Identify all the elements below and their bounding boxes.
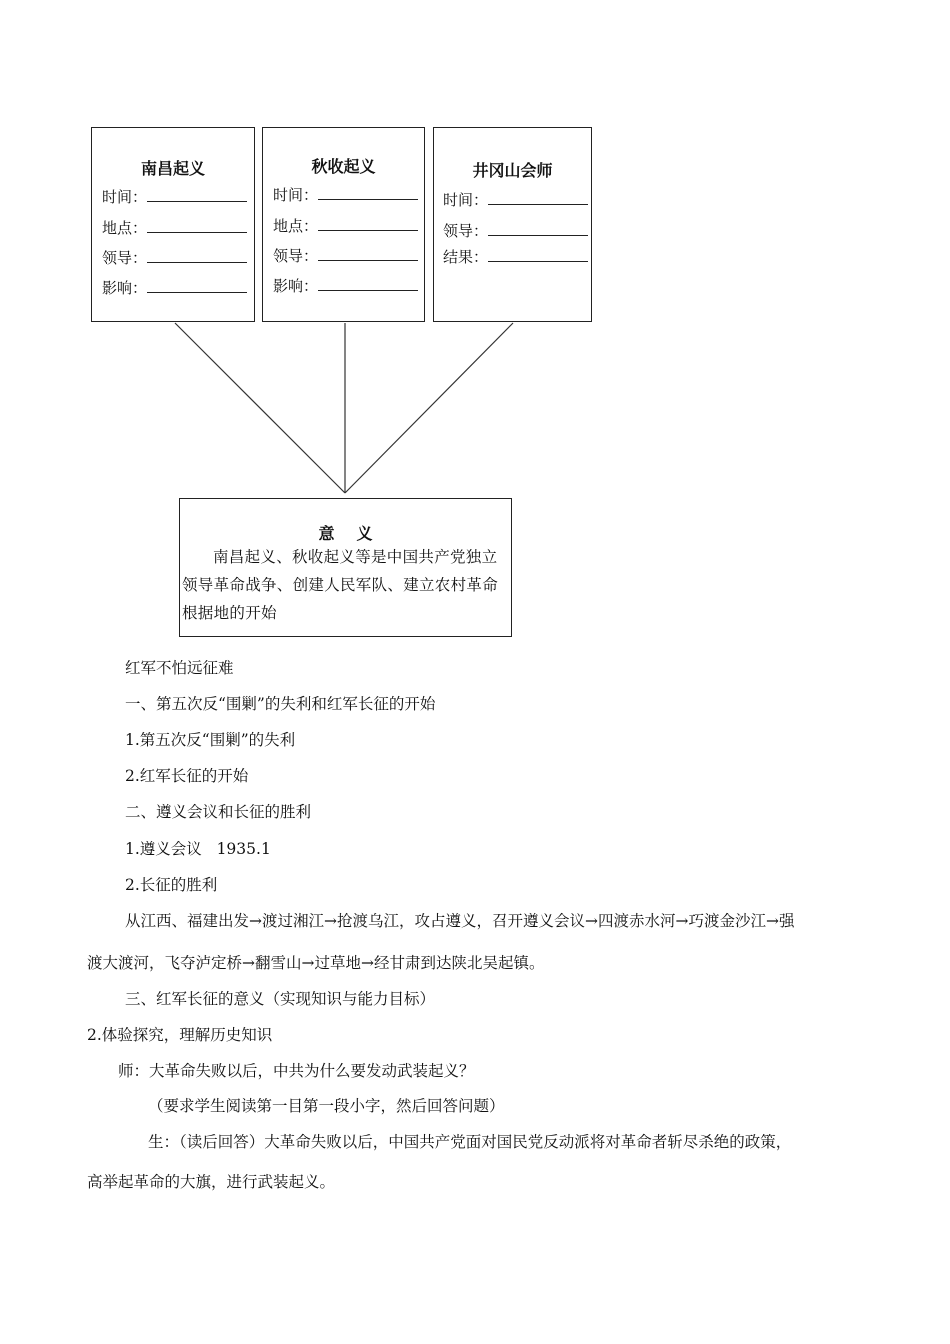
- student-answer-line1: 生：（读后回答）大革命失败以后，中国共产党面对国民党反动派将对革命者斩尽杀绝的政策，: [148, 1133, 792, 1151]
- significance-title: 意义: [318, 524, 395, 543]
- field-place: 地点：: [102, 217, 247, 238]
- field-impact: 影响：: [273, 275, 418, 296]
- autumn-harvest-uprising-box: [262, 127, 425, 322]
- field-impact: 影响：: [102, 277, 247, 298]
- field-result: 结果：: [443, 246, 588, 267]
- significance-box: [179, 498, 512, 637]
- blank-line: [318, 246, 418, 261]
- item-1-2: 2.红军长征的开始: [125, 767, 249, 785]
- box-title: 井冈山会师: [472, 161, 553, 180]
- field-place: 地点：: [273, 215, 418, 236]
- reading-instruction: （要求学生阅读第一目第一段小字，然后回答问题）: [148, 1097, 505, 1115]
- significance-text: 南昌起义、秋收起义等是中国共产党独立领导革命战争、创建人民军队、建立农村革命根据地的开始: [182, 548, 499, 622]
- heading-red-army: 红军不怕远征难: [125, 659, 234, 677]
- teacher-question: 师：大革命失败以后，中共为什么要发动武装起义？: [118, 1062, 475, 1080]
- jinggangshan-meeting-box: [433, 127, 592, 322]
- blank-line: [147, 278, 247, 293]
- blank-line: [147, 248, 247, 263]
- student-answer-line2: 高举起革命的大旗，进行武装起义。: [87, 1173, 336, 1191]
- blank-line: [318, 185, 418, 200]
- field-leader: 领导：: [102, 247, 247, 268]
- item-2-1: 1.遵义会议 1935.1: [125, 840, 271, 858]
- field-leader: 领导：: [443, 220, 588, 241]
- section-two-heading: 二、遵义会议和长征的胜利: [125, 803, 312, 821]
- section-three-heading: 三、红军长征的意义（实现知识与能力目标）: [125, 990, 436, 1008]
- connector-line-right: [345, 323, 513, 493]
- connector-line-left: [175, 323, 345, 493]
- blank-line: [318, 216, 418, 231]
- field-time: 时间：: [273, 184, 418, 205]
- long-march-route-line2: 渡大渡河，飞夺泸定桥→翻雪山→过草地→经甘肃到达陕北吴起镇。: [87, 954, 545, 972]
- blank-line: [147, 187, 247, 202]
- section-one-heading: 一、第五次反“围剿”的失利和红军长征的开始: [125, 695, 436, 713]
- box-title: 秋收起义: [311, 157, 376, 176]
- field-time: 时间：: [443, 189, 588, 210]
- long-march-route-line1: 从江西、福建出发→渡过湘江→抢渡乌江，攻占遵义，召开遵义会议→四渡赤水河→巧渡金沙江→强: [125, 912, 795, 930]
- item-1-1: 1.第五次反“围剿”的失利: [125, 731, 296, 749]
- step-2-heading: 2.体验探究，理解历史知识: [87, 1026, 273, 1044]
- field-leader: 领导：: [273, 245, 418, 266]
- blank-line: [488, 247, 588, 262]
- field-time: 时间：: [102, 186, 247, 207]
- box-title: 南昌起义: [140, 159, 205, 178]
- blank-line: [147, 218, 247, 233]
- blank-line: [488, 221, 588, 236]
- item-2-2: 2.长征的胜利: [125, 876, 218, 894]
- blank-line: [488, 190, 588, 205]
- nanchang-uprising-box: [91, 127, 255, 322]
- blank-line: [318, 276, 418, 291]
